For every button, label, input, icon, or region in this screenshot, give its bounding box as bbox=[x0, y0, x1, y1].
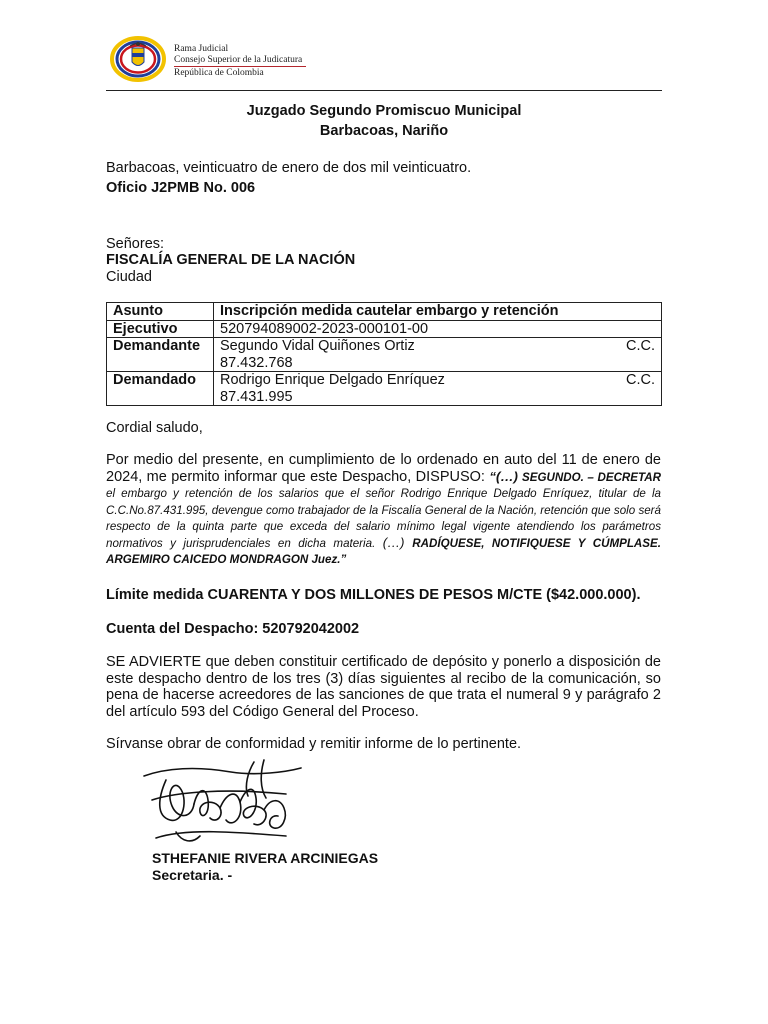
id-type: C.C. bbox=[626, 372, 655, 388]
row-value: 520794089002-2023-000101-00 bbox=[214, 320, 662, 338]
body-paragraph bbox=[106, 452, 661, 568]
org-line-3: República de Colombia bbox=[174, 68, 264, 78]
row-label: Demandante bbox=[107, 338, 214, 372]
greeting: Cordial saludo, bbox=[106, 420, 203, 436]
row-value-cell bbox=[214, 338, 662, 372]
table-row bbox=[107, 372, 662, 406]
org-line-1: Rama Judicial bbox=[174, 44, 229, 54]
signer-role: Secretaria. - bbox=[152, 867, 233, 883]
party-id: 87.431.995 bbox=[220, 388, 293, 405]
quote-ellipsis: (…) bbox=[382, 534, 413, 550]
row-label: Demandado bbox=[107, 372, 214, 406]
row-value-cell bbox=[214, 372, 662, 406]
table-row bbox=[107, 320, 662, 338]
court-place: Barbacoas, Nariño bbox=[319, 123, 449, 139]
quote-open: “(…) bbox=[489, 468, 522, 484]
date-line: Barbacoas, veinticuatro de enero de dos mil veinticuatro. bbox=[106, 160, 472, 176]
limit-line: Límite medida CUARENTA Y DOS MILLONES DE PESOS M/CTE ($42.000.000). bbox=[106, 587, 641, 603]
org-line-2: Consejo Superior de la Judicatura bbox=[174, 54, 303, 65]
table-row bbox=[107, 303, 662, 321]
recipient-entity: FISCALÍA GENERAL DE LA NACIÓN bbox=[106, 252, 356, 268]
colombia-coat-of-arms-icon bbox=[110, 36, 166, 82]
letterhead-text bbox=[174, 44, 306, 79]
handwritten-signature bbox=[136, 758, 306, 846]
party-name: Rodrigo Enrique Delgado Enríquez bbox=[220, 372, 445, 388]
quote-segundo: SEGUNDO. – DECRETAR bbox=[521, 470, 662, 484]
row-label: Asunto bbox=[107, 303, 214, 321]
body-intro: Por medio del presente, en cumplimiento de lo ordenado en auto del 11 de enero de 2024, me permito informar que este Despacho, DISPUSO: bbox=[106, 452, 661, 485]
party-id: 87.432.768 bbox=[220, 354, 293, 371]
court-name: Juzgado Segundo Promiscuo Municipal bbox=[246, 103, 522, 119]
quote-close: RADÍQUESE, NOTIFIQUESE Y CÚMPLASE. ARGEMIRO CAICEDO MONDRAGON Juez.” bbox=[106, 536, 661, 566]
row-value: Inscripción medida cautelar embargo y retención bbox=[214, 303, 662, 321]
case-info-table bbox=[106, 302, 662, 406]
id-type: C.C. bbox=[626, 338, 655, 354]
table-row bbox=[107, 338, 662, 372]
recipient-city: Ciudad bbox=[106, 269, 152, 285]
party-name: Segundo Vidal Quiñones Ortiz bbox=[220, 338, 415, 354]
row-label: Ejecutivo bbox=[107, 320, 214, 338]
salutation: Señores: bbox=[106, 236, 165, 252]
signer-block bbox=[152, 850, 378, 884]
warning-paragraph: SE ADVIERTE que deben constituir certificado de depósito y ponerlo a disposición de este despacho dentro de los tres (3) días siguientes al recibo de la comunicación, so pena de hacerse acreedores de las sanciones de que trata el numeral 9 y parágrafo 2 del artículo 593 del Código General del Proceso. bbox=[106, 654, 661, 720]
oficio-number: Oficio J2PMB No. 006 bbox=[106, 180, 256, 196]
closing-line: Sírvanse obrar de conformidad y remitir informe de lo pertinente. bbox=[106, 736, 522, 752]
signer-name: STHEFANIE RIVERA ARCINIEGAS bbox=[152, 850, 379, 866]
letterhead-rule bbox=[174, 66, 306, 67]
account-line: Cuenta del Despacho: 520792042002 bbox=[106, 621, 360, 637]
quote-text: el embargo y retención de los salarios que el señor Rodrigo Enrique Delgado Enríquez, titular de la C.C.No.87.431.995, devengue como trabajador de la Fiscalía General de la Nación, retención que solo será respecto de la quinta parte que exceda del salario mínimo legal vigente atendiendo los parámetros normativos y jurisprudenciales en dicha materia. bbox=[106, 487, 661, 550]
letterhead bbox=[106, 34, 662, 91]
